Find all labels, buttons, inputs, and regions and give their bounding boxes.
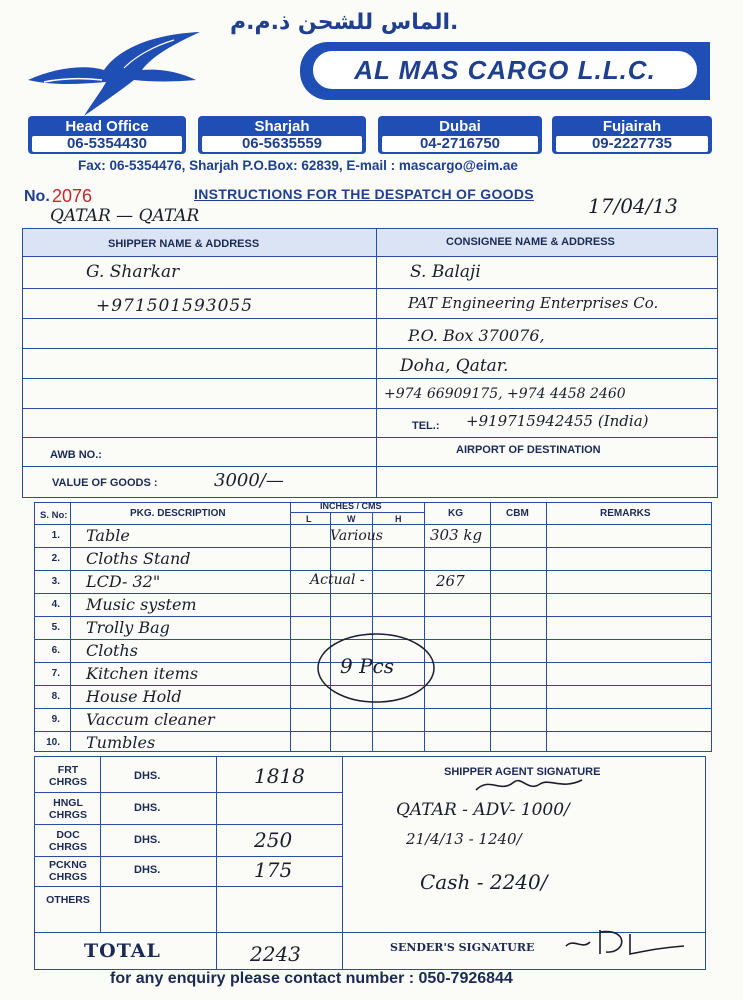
row-number: 7. [51, 668, 60, 679]
charge-label: FRT CHRGS [49, 764, 87, 788]
col-rule [490, 503, 491, 751]
shipper-phone: +971501593055 [96, 296, 254, 316]
item-description: Cloths Stand [86, 549, 191, 568]
h-header: H [395, 514, 402, 524]
office-phone: 06-5635559 [202, 136, 362, 152]
item-description: Table [86, 526, 130, 545]
agent-signature-label: SHIPPER AGENT SIGNATURE [444, 766, 601, 778]
row-number: 6. [51, 645, 60, 656]
row-rule [35, 824, 342, 825]
consignee-company: PAT Engineering Enterprises Co. [408, 294, 659, 312]
consignee-header: CONSIGNEE NAME & ADDRESS [446, 236, 615, 248]
row-rule [35, 708, 711, 709]
item-description: Kitchen items [86, 664, 199, 683]
consignee-city: Doha, Qatar. [400, 356, 509, 376]
currency-label: DHS. [134, 802, 161, 814]
form-number-label: No. [24, 188, 50, 205]
form-title: INSTRUCTIONS FOR THE DESPATCH OF GOODS [194, 186, 534, 202]
remarks-header: REMARKS [600, 508, 651, 519]
item-description: Tumbles [86, 733, 156, 752]
company-name-arabic: الماس للشحن ذ.م.م. [230, 10, 459, 35]
payment-note: QATAR - ADV- 1000/ [396, 800, 570, 820]
row-rule [35, 570, 711, 571]
office-dubai [378, 116, 542, 154]
col-rule [290, 503, 291, 751]
value-amount: 3000/— [214, 470, 284, 491]
rule [23, 378, 717, 379]
row-rule [35, 886, 342, 887]
office-phone: 09-2227735 [556, 136, 708, 152]
item-description: House Hold [86, 687, 182, 706]
shipper-header: SHIPPER NAME & ADDRESS [108, 238, 260, 250]
payment-note: Cash - 2240/ [420, 870, 548, 894]
charge-label: HNGL CHRGS [49, 797, 87, 821]
cbm-header: CBM [506, 508, 529, 519]
row-number: 5. [51, 622, 60, 633]
rule [23, 256, 717, 257]
office-head [28, 116, 186, 154]
row-rule [35, 547, 711, 548]
sno-header: S. No: [40, 510, 68, 521]
charge-label: OTHERS [46, 894, 90, 906]
dims-header: INCHES / CMS [320, 501, 382, 511]
office-sharjah [198, 116, 366, 154]
route: QATAR — QATAR [50, 206, 200, 226]
tel-label: TEL.: [412, 420, 440, 432]
tel-value: +919715942455 (India) [466, 412, 649, 430]
value-label: VALUE OF GOODS : [52, 477, 158, 489]
item-dims-note: Actual - [310, 572, 365, 588]
office-name: Sharjah [254, 118, 310, 135]
col-rule [216, 757, 217, 969]
office-phone: 04-2716750 [382, 136, 538, 152]
rule [23, 288, 717, 289]
currency-label: DHS. [134, 834, 161, 846]
contact-line: Fax: 06-5354476, Sharjah P.O.Box: 62839, E-mail : mascargo@eim.ae [78, 158, 518, 173]
rule [23, 466, 717, 467]
currency-label: DHS. [134, 770, 161, 782]
pieces-note: 9 Pcs [340, 654, 395, 678]
charge-label: DOC CHRGS [49, 829, 87, 853]
desc-header: PKG. DESCRIPTION [130, 508, 226, 519]
charge-amount: 250 [254, 828, 293, 852]
row-rule [35, 932, 342, 933]
row-rule [35, 593, 711, 594]
parties-divider [376, 229, 377, 497]
row-number: 9. [51, 714, 60, 725]
row-rule [35, 856, 342, 857]
row-number: 2. [51, 553, 60, 564]
item-description: LCD- 32" [86, 572, 161, 591]
enquiry-line: for any enquiry please contact number : 050-7926844 [110, 970, 513, 987]
items-header-rule [35, 524, 711, 525]
form-date: 17/04/13 [588, 194, 678, 218]
rule [23, 437, 717, 438]
rule [23, 408, 717, 409]
awb-label: AWB NO.: [50, 449, 102, 461]
row-rule [35, 731, 711, 732]
brand-pill [310, 48, 700, 92]
row-number: 1. [51, 530, 60, 541]
shipper-name: G. Sharkar [86, 262, 180, 282]
row-rule [35, 792, 342, 793]
item-description: Vaccum cleaner [86, 710, 215, 729]
agent-signature-scribble [470, 772, 590, 798]
bird-logo-icon [24, 28, 204, 120]
col-rule [424, 503, 425, 751]
consignee-phones: +974 66909175, +974 4458 2460 [384, 386, 626, 402]
office-name: Fujairah [602, 118, 662, 135]
item-description: Music system [86, 595, 197, 614]
office-fujairah [552, 116, 712, 154]
charge-amount: 175 [254, 858, 293, 882]
col-rule [100, 757, 101, 933]
item-kg: 267 [436, 572, 465, 590]
total-label: TOTAL [84, 940, 161, 962]
row-number: 4. [51, 599, 60, 610]
office-name: Dubai [439, 118, 481, 135]
col-rule [546, 503, 547, 751]
item-dims-note: Various [330, 528, 383, 544]
dims-subheader-rule [291, 512, 424, 513]
currency-label: DHS. [134, 864, 161, 876]
office-name: Head Office [65, 118, 149, 135]
payment-note: 21/4/13 - 1240/ [406, 830, 522, 848]
row-number: 8. [51, 691, 60, 702]
airport-label: AIRPORT OF DESTINATION [456, 444, 601, 456]
consignee-name: S. Balaji [410, 262, 481, 282]
rule [23, 318, 717, 319]
item-description: Trolly Bag [86, 618, 170, 637]
form-number: 2076 [52, 186, 93, 206]
total-amount: 2243 [250, 942, 301, 966]
charge-label: PCKNG CHRGS [49, 859, 87, 883]
col-rule [70, 503, 71, 751]
item-kg: 303 kg [430, 526, 483, 544]
item-description: Cloths [86, 641, 138, 660]
w-header: W [347, 514, 356, 524]
rule [23, 348, 717, 349]
l-header: L [306, 514, 312, 524]
charge-amount: 1818 [254, 764, 305, 788]
office-phone: 06-5354430 [32, 136, 182, 152]
sender-signature-label: SENDER'S SIGNATURE [390, 941, 535, 954]
consignee-pobox: P.O. Box 370076, [408, 326, 545, 345]
row-rule [35, 616, 711, 617]
col-rule [342, 757, 343, 969]
kg-header: KG [448, 508, 463, 519]
company-name: AL MAS CARGO L.L.C. [354, 54, 656, 85]
sender-signature-scribble [560, 924, 690, 960]
row-number: 10. [46, 737, 60, 748]
row-number: 3. [51, 576, 60, 587]
